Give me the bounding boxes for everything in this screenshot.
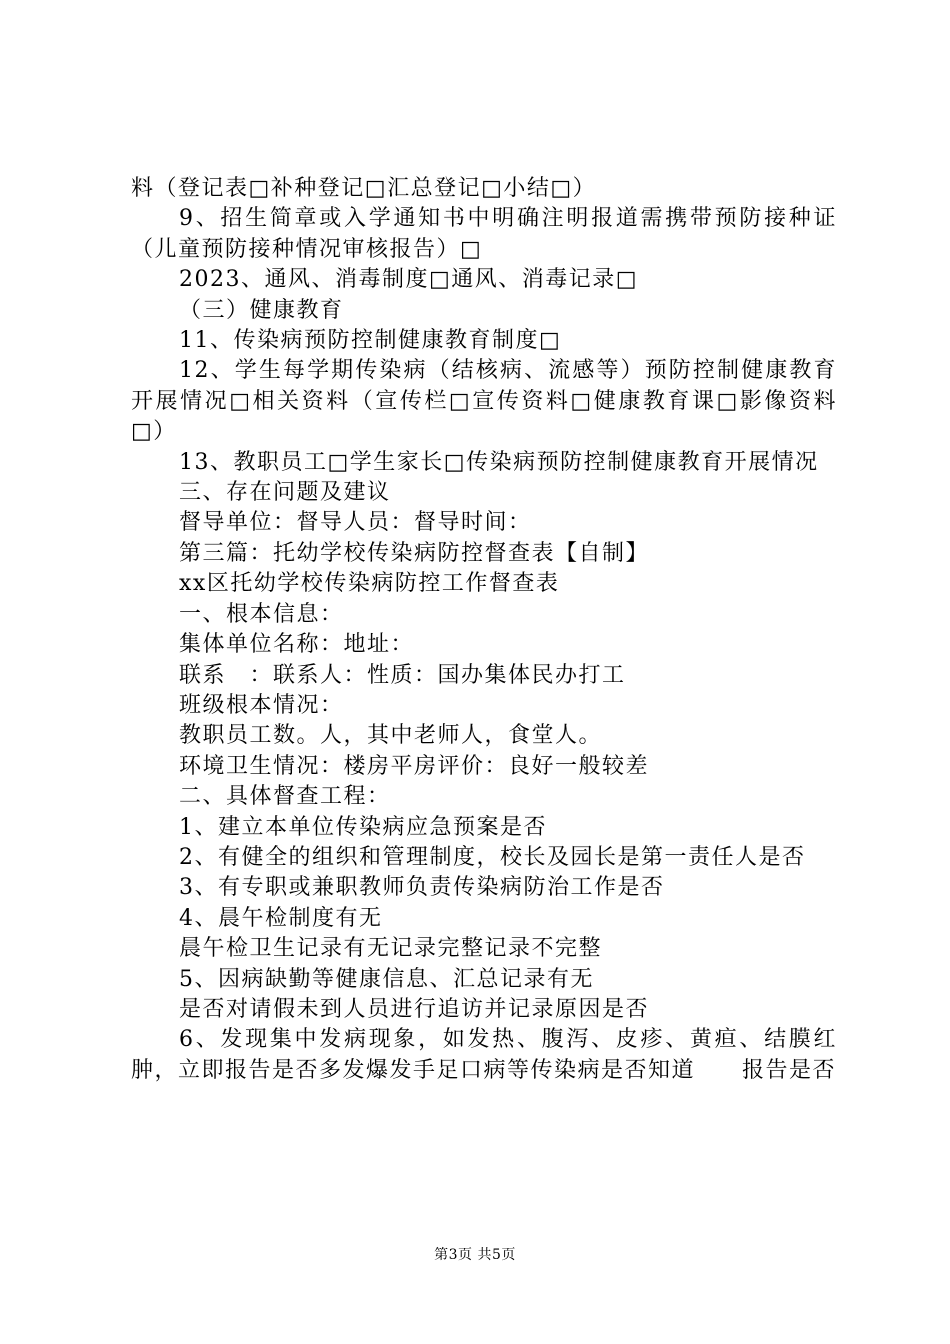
document-paragraph: 4、晨午检制度有无 (179, 905, 383, 931)
document-paragraph: 二、具体督查工程： (179, 784, 391, 810)
document-paragraph: xx区托幼学校传染病防控工作督查表 (179, 571, 560, 597)
document-paragraph: 三、存在问题及建议 (179, 480, 391, 506)
document-paragraph: （三）健康教育 (179, 297, 344, 323)
document-paragraph: 2、有健全的组织和管理制度，校长及园长是第一责任人是否 (179, 844, 806, 870)
page-footer: 第3页 共5页 (434, 1247, 516, 1263)
document-paragraph: 第三篇：托幼学校传染病防控督查表【自制】 (179, 540, 650, 566)
document-body (131, 174, 837, 1086)
document-paragraph: 晨午检卫生记录有无记录完整记录不完整 (179, 936, 603, 962)
document-paragraph: 12、学生每学期传染病（结核病、流感等）预防控制健康教育开展情况□相关资料（宣传栏□宣传资料□健康教育课□影像资料□） (131, 358, 837, 445)
document-paragraph: 一、根本信息： (179, 601, 344, 627)
document-paragraph: 督导单位：督导人员：督导时间： (179, 510, 532, 536)
document-paragraph: 是否对请假未到人员进行追访并记录原因是否 (179, 996, 650, 1022)
document-paragraph: 9、招生简章或入学通知书中明确注明报道需携带预防接种证（儿童预防接种情况审核报告）□ (131, 206, 837, 262)
document-paragraph: 环境卫生情况：楼房平房评价：良好一般较差 (179, 753, 650, 779)
document-paragraph: 5、因病缺勤等健康信息、汇总记录有无 (179, 966, 594, 992)
document-paragraph: 班级根本情况： (179, 692, 344, 718)
document-paragraph: 11、传染病预防控制健康教育制度□ (179, 328, 562, 354)
document-paragraph: 教职员工数。人，其中老师人，食堂人。 (179, 723, 603, 749)
document-paragraph: 13、教职员工□学生家长□传染病预防控制健康教育开展情况 (179, 449, 819, 475)
document-paragraph: 3、有专职或兼职教师负责传染病防治工作是否 (179, 875, 665, 901)
document-paragraph: 2023、通风、消毒制度□通风、消毒记录□ (179, 267, 639, 293)
document-paragraph: 集体单位名称：地址： (179, 632, 415, 658)
document-paragraph: 1、建立本单位传染病应急预案是否 (179, 814, 547, 840)
document-paragraph: 料（登记表□补种登记□汇总登记□小结□） (131, 176, 597, 201)
document-paragraph: 联系 ：联系人：性质：国办集体民办打工 (179, 662, 626, 688)
document-paragraph: 6、发现集中发病现象，如发热、腹泻、皮疹、黄疸、结膜红肿，立即报告是否多发爆发手足口病等传染病是否知道 报告是否 (131, 1027, 837, 1083)
